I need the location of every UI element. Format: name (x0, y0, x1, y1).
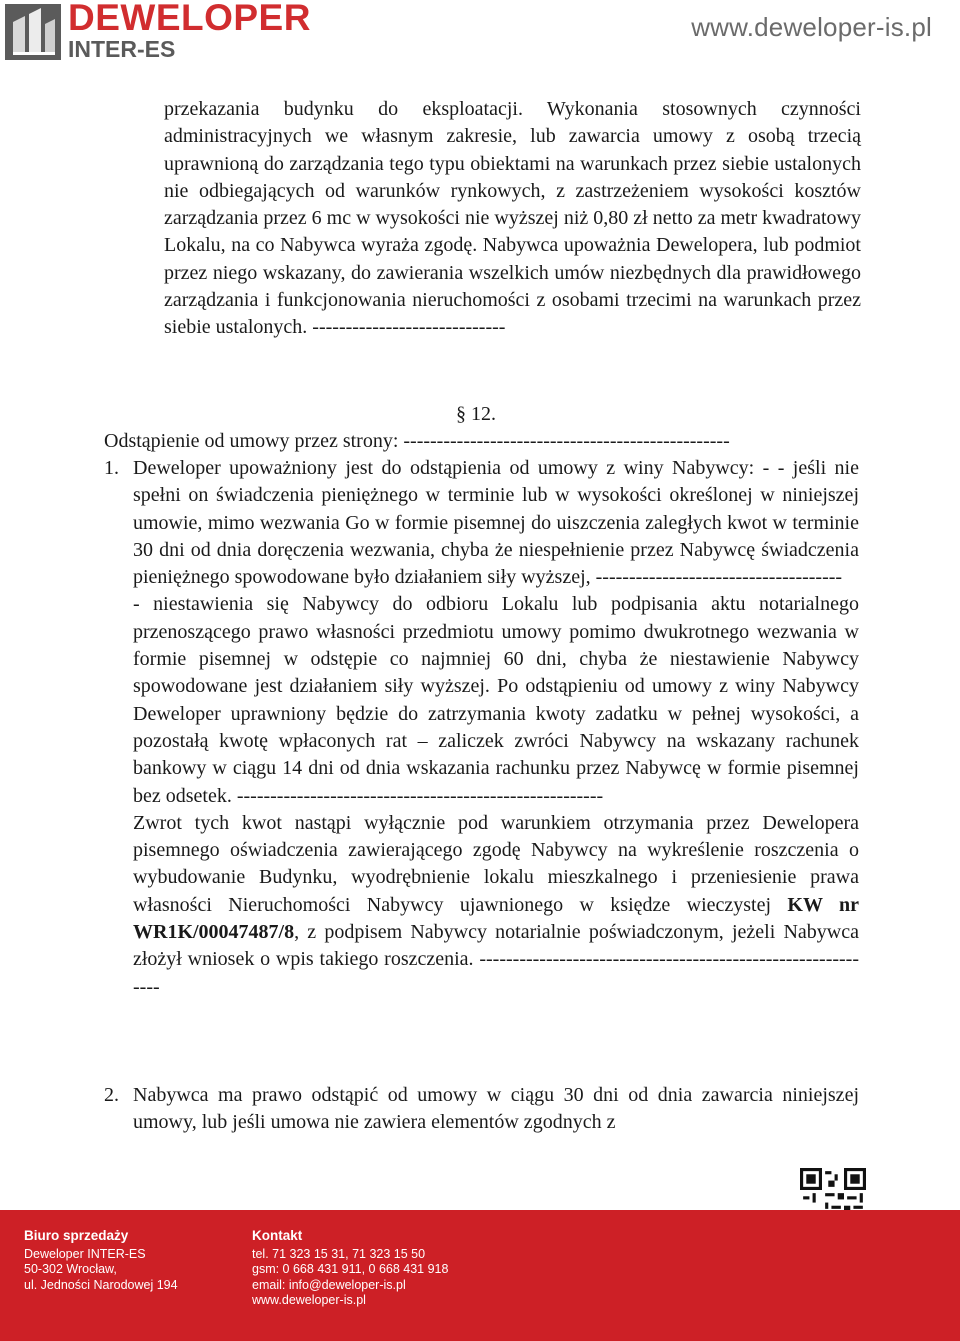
section-number: 12. (466, 403, 496, 425)
contact-phone: tel. 71 323 15 31, 71 323 15 50 (252, 1246, 426, 1261)
list-item-1-text-a: Deweloper upoważniony jest do odstąpienia od umowy z winy Nabywcy: - - jeśli nie spełni on świadczenia pieniężnego w terminie lub w wysokości określonej w niniejszej umowie, mimo wezwania Go w formie pisemnej do uiszczenia zaległych kwot w terminie 30 dni od dnia doręczenia wezwania, chyba że niespełnienie przez Nabywcę świadczenia pieniężnego spowodowane było działaniem siły wyższej, ------------------------------------- (133, 457, 859, 589)
sales-line: Deweloper INTER-ES (24, 1246, 146, 1261)
sales-heading: Biuro sprzedaży (24, 1228, 129, 1243)
brand-name: DEWELOPER (68, 0, 311, 38)
list-number-2: 2. (104, 1084, 119, 1106)
land-register-number: KW nr WR1K/00047487/8 (133, 893, 859, 944)
header-website[interactable]: www.deweloper-is.pl (691, 12, 932, 42)
paragraph-continuation: przekazania budynku do eksploatacji. Wykonania stosownych czynności administracyjnych we własnym zakresie, lub zawarcia umowy z osobą trzecią uprawnioną do zarządzania tego typu obiektami na warunkach przez siebie ustalonych nie odbiegających od warunków rynkowych, z zastrzeżeniem wysokości kosztów zarządzania przez 6 mc w wysokości nie wyższej niż 0,80 zł netto za metr kwadratowy Lokalu, na co Nabywca wyraża zgodę. Nabywca upoważnia Dewelopera, lub podmiot przez niego wskazany, do zawierania wszelkich umów niezbędnych dla prawidłowego zarządzania i funkcjonowania nieruchomości z osobami trzecimi na warunkach przez siebie ustalonych. ----------------------------- (164, 98, 861, 339)
sales-line: ul. Jedności Narodowej 194 (24, 1277, 178, 1292)
footer-bar (0, 1210, 960, 1341)
contact-gsm: gsm: 0 668 431 911, 0 668 431 918 (252, 1262, 449, 1276)
contact-block (252, 1228, 448, 1309)
item1-c-post: , z podpisem Nabywcy notarialnie poświadczonym, jeżeli Nabywca złożył wniosek o wpis takiego roszczenia. ------------------------------------------------------------- (133, 921, 859, 998)
contact-heading: Kontakt (252, 1228, 303, 1243)
contact-website[interactable]: www.deweloper-is.pl (252, 1293, 366, 1307)
contact-email[interactable]: email: info@deweloper-is.pl (252, 1277, 406, 1292)
section-heading: Odstąpienie od umowy przez strony: ------------------------------------------------- (104, 430, 730, 452)
list-item-1-text-c (133, 810, 859, 1001)
list-number-1: 1. (104, 457, 119, 479)
sales-line: 50-302 Wrocław, (24, 1262, 117, 1276)
item1-c-pre: Zwrot tych kwot nastąpi wyłącznie pod warunkiem otrzymania przez Dewelopera pisemnego oświadczenia zawierającego zgodę Nabywcy na wykreślenie roszczenia o wybudowanie Budynku, wyodrębnienie lokalu mieszkalnego i przeniesienie prawa własności Nieruchomości Nabywcy ujawnionego w księdze wieczystej (133, 811, 859, 916)
list-item-2: Nabywca ma prawo odstąpić od umowy w ciągu 30 dni od dnia zawarcia niniejszej umowy, lub jeśli umowa nie zawiera elementów zgodnych z (133, 1084, 859, 1134)
section-mark: § 12. (456, 403, 496, 425)
brand-subtitle: INTER-ES (68, 36, 176, 62)
list-item-1-text-b: - niestawienia się Nabywcy do odbioru Lokalu lub podpisania aktu notarialnego przenoszącego prawo własności przedmiotu umowy pomimo dwukrotnego wezwania w formie pisemnej w odstępie co najmniej 60 dni, chyba że niestawienie Nabywcy spowodowane jest działaniem siły wyższej. Po odstąpieniu od umowy z winy Nabywcy Deweloper uprawniony będzie do zatrzymania kwoty zadatku w pełnej wysokości, a pozostałą kwotę wpłaconych rat – zaliczek zwróci Nabywcy na wskazany rachunek bankowy w ciągu 14 dni od dnia wskazania rachunku przez Nabywcę w formie pisemnej bez odsetek. ------------------------------------------------------- (133, 593, 859, 807)
sales-office-block (24, 1228, 178, 1293)
company-logo-icon (5, 4, 61, 60)
list-item-1 (133, 455, 859, 1001)
